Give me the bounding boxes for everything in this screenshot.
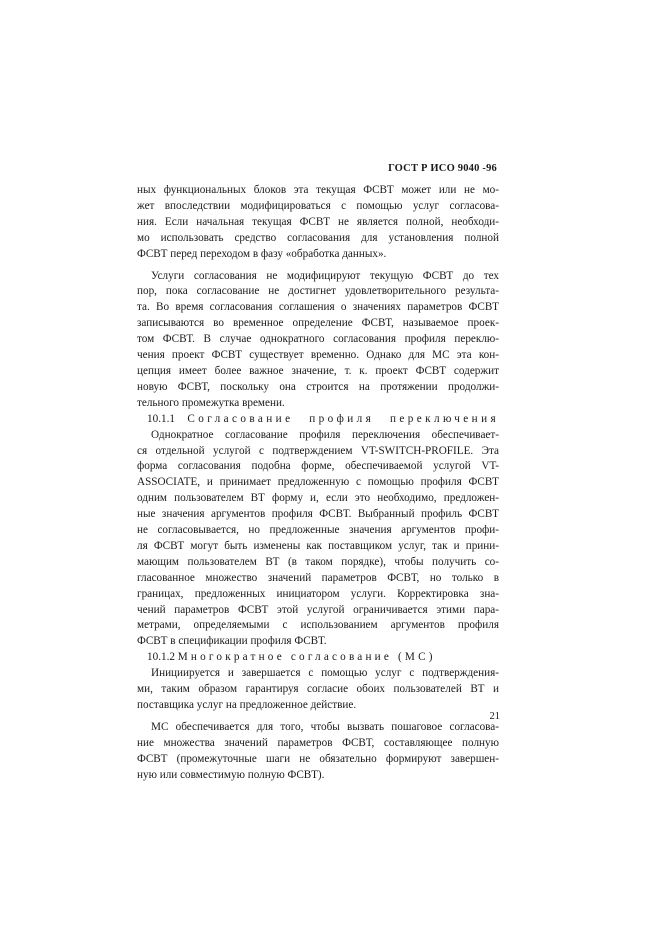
text-line: записываются во временное определение ФСВТ, называемое проек- xyxy=(137,317,499,330)
text-line: чений параметров ФСВТ этой услугой ограничивается этими пара- xyxy=(137,603,499,616)
text-line: МС обеспечивается для того, чтобы вызвать пошаговое согласова- xyxy=(151,720,499,733)
text-line: ся отдельной услугой с подтверждением VT-SWITCH-PROFILE. Эта xyxy=(137,444,499,457)
section-heading-10-1-1 xyxy=(137,412,499,428)
text-line: форма согласования подобна форме, обеспечиваемой услугой VT- xyxy=(137,460,499,473)
section-title: Согласование профиля переключения xyxy=(187,412,499,425)
text-line: ФСВТ (промежуточные шаги не обязательно формируют завершен- xyxy=(137,752,499,765)
section-number: 10.1.1 xyxy=(147,412,188,425)
text-line: гласованное множество значений параметров ФСВТ, но только в xyxy=(137,571,499,584)
section-title: Многократное согласование (МС) xyxy=(177,651,436,664)
page-number: 21 xyxy=(489,711,500,722)
text-line: одним пользователем ВТ форму и, если это необходимо, предложен- xyxy=(137,492,499,505)
text-line: ных функциональных блоков эта текущая ФСВТ может или не мо- xyxy=(137,184,499,196)
text-line: ную или совместимую полную ФСВТ). xyxy=(137,768,325,781)
running-header: ГОСТ Р ИСО 9040 -96 xyxy=(388,163,497,174)
text-line: чения проект ФСВТ существует временно. Однако для МС эта кон- xyxy=(137,349,499,362)
document-body xyxy=(137,183,499,784)
text-line: ASSOCIATE, и принимает предложенную с помощью профиля ФСВТ xyxy=(137,476,499,489)
text-line: новую ФСВТ, поскольку она строится на протяжении продолжи- xyxy=(137,380,499,393)
text-line: не согласовывается, но предложенные значения аргументов профи- xyxy=(137,524,499,537)
text-line: ля ФСВТ могут быть изменены как поставщиком услуг, так и прини- xyxy=(137,539,499,552)
text-line: Однократное согласование профиля переключения обеспечивает- xyxy=(151,428,499,441)
text-line: ФСВТ перед переходом в фазу «обработка данных». xyxy=(137,247,387,260)
section-heading-10-1-2 xyxy=(137,650,499,666)
text-line: метрами, определяемыми с использованием аргументов профиля xyxy=(137,619,499,632)
section-number: 10.1.2 xyxy=(147,651,178,664)
text-line: та. Во время согласования соглашения о значениях параметров ФСВТ xyxy=(137,301,499,314)
text-line: поставщика услуг на предложенное действие. xyxy=(137,699,357,711)
text-line: Услуги согласования не модифицируют текущую ФСВТ до тех xyxy=(151,269,499,282)
text-line: жет впоследствии модифицироваться с помощью услуг согласова- xyxy=(137,199,499,212)
text-line: ные значения аргументов профиля ФСВТ. Выбранный профиль ФСВТ xyxy=(137,508,499,521)
text-line: цепция имеет более важное значение, т. к. проект ФСВТ содержит xyxy=(137,364,499,377)
text-line: том ФСВТ. В случае однократного согласования профиля переклю- xyxy=(137,333,499,346)
text-line: ния. Если начальная текущая ФСВТ не является полной, необходи- xyxy=(137,215,499,228)
text-line: Инициируется и завершается с помощью услуг с подтверждения- xyxy=(151,667,499,680)
text-line: пор, пока согласование не достигнет удовлетворительного результа- xyxy=(137,285,499,298)
text-line: ФСВТ в спецификации профиля ФСВТ. xyxy=(137,635,327,648)
text-line: мающим пользователем ВТ (в таком порядке), чтобы получить со- xyxy=(137,555,499,568)
text-line: мо использовать средство согласования для установления полной xyxy=(137,231,499,244)
text-line: тельного промежутка времени. xyxy=(137,396,285,409)
text-line: границах, предложенных инициатором услуги. Корректировка зна- xyxy=(137,587,499,600)
text-line: ние множества значений параметров ФСВТ, составляющее полную xyxy=(137,736,499,749)
text-line: ми, таким образом гарантируя согласие обоих пользователей ВТ и xyxy=(137,683,499,696)
